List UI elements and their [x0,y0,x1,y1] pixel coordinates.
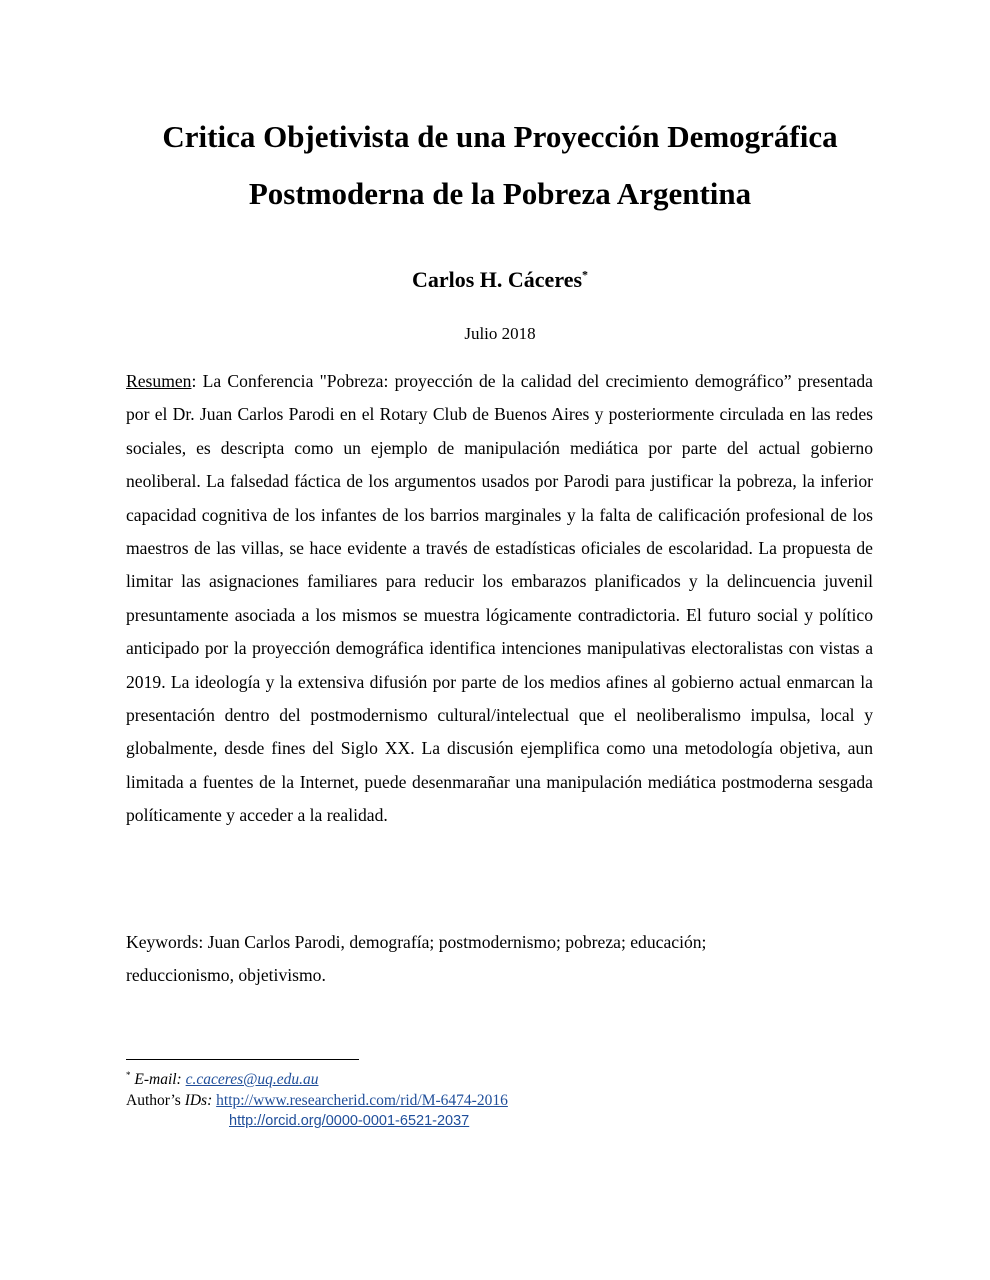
author-name: Carlos H. Cáceres [411,267,583,292]
paper-title-line-2: Postmoderna de la Pobreza Argentina [248,176,752,211]
ids-label: IDs: [184,1092,213,1109]
researcherid-link[interactable]: http://www.researcherid.com/rid/M-6474-2016 [216,1092,508,1109]
paper-title [100,108,900,222]
abstract-label: Resumen [126,371,192,391]
paper-author [100,264,900,296]
paper-date: Julio 2018 [464,324,536,343]
ids-label-prefix: Author’s [126,1092,185,1109]
footnote-divider [126,1059,359,1060]
paper-title-line-1: Critica Objetivista de una Proyección Demográfica [162,119,838,154]
footnotes [126,1069,873,1132]
keywords-line-1: Keywords: Juan Carlos Parodi, demografía; postmodernismo; pobreza; educación; [126,932,707,952]
email-link[interactable]: c.caceres@uq.edu.au [185,1071,319,1088]
abstract [126,365,873,833]
author-footnote-mark: * [582,267,589,282]
keywords [126,926,873,992]
email-label: E-mail: [130,1071,186,1088]
footnote-mark: * [126,1069,131,1080]
footnote-ids-line [126,1090,873,1111]
keywords-line-2: reduccionismo, objetivismo. [126,965,326,985]
abstract-text: : La Conferencia "Pobreza: proyección de la calidad del crecimiento demográfico” presentada por el Dr. Juan Carlos Parodi en el Rotary Club de Buenos Aires y posteriormente circulada en las redes sociales, es descripta como un ejemplo de manipulación mediática por parte del actual gobierno neoliberal. La falsedad fáctica de los argumentos usados por Parodi para justificar la pobreza, la inferior capacidad cognitiva de los infantes de los barrios marginales y la falta de calificación profesional de los maestros de las villas, se hace evidente a través de estadísticas oficiales de escolaridad. La propuesta de limitar las asignaciones familiares para reducir los embarazos planificados y la delincuencia juvenil presuntamente asociada a los mismos se muestra lógicamente contradictoria. El futuro social y político anticipado por la proyección demográfica identifica intenciones manipulativas electoralistas con vistas a 2019. La ideología y la extensiva difusión por parte de los medios afines al gobierno actual enmarcan la presentación dentro del postmodernismo cultural/intelectual que el neoliberalismo impulsa, local y globalmente, desde fines del Siglo XX. La discusión ejemplifica como una metodología objetiva, aun limitada a fuentes de la Internet, puede desenmarañar una manipulación mediática postmoderna sesgada políticamente y acceder a la realidad. [126,371,873,826]
orcid-link[interactable]: http://orcid.org/0000-0001-6521-2037 [229,1113,470,1129]
footnote-email-line [126,1069,873,1090]
